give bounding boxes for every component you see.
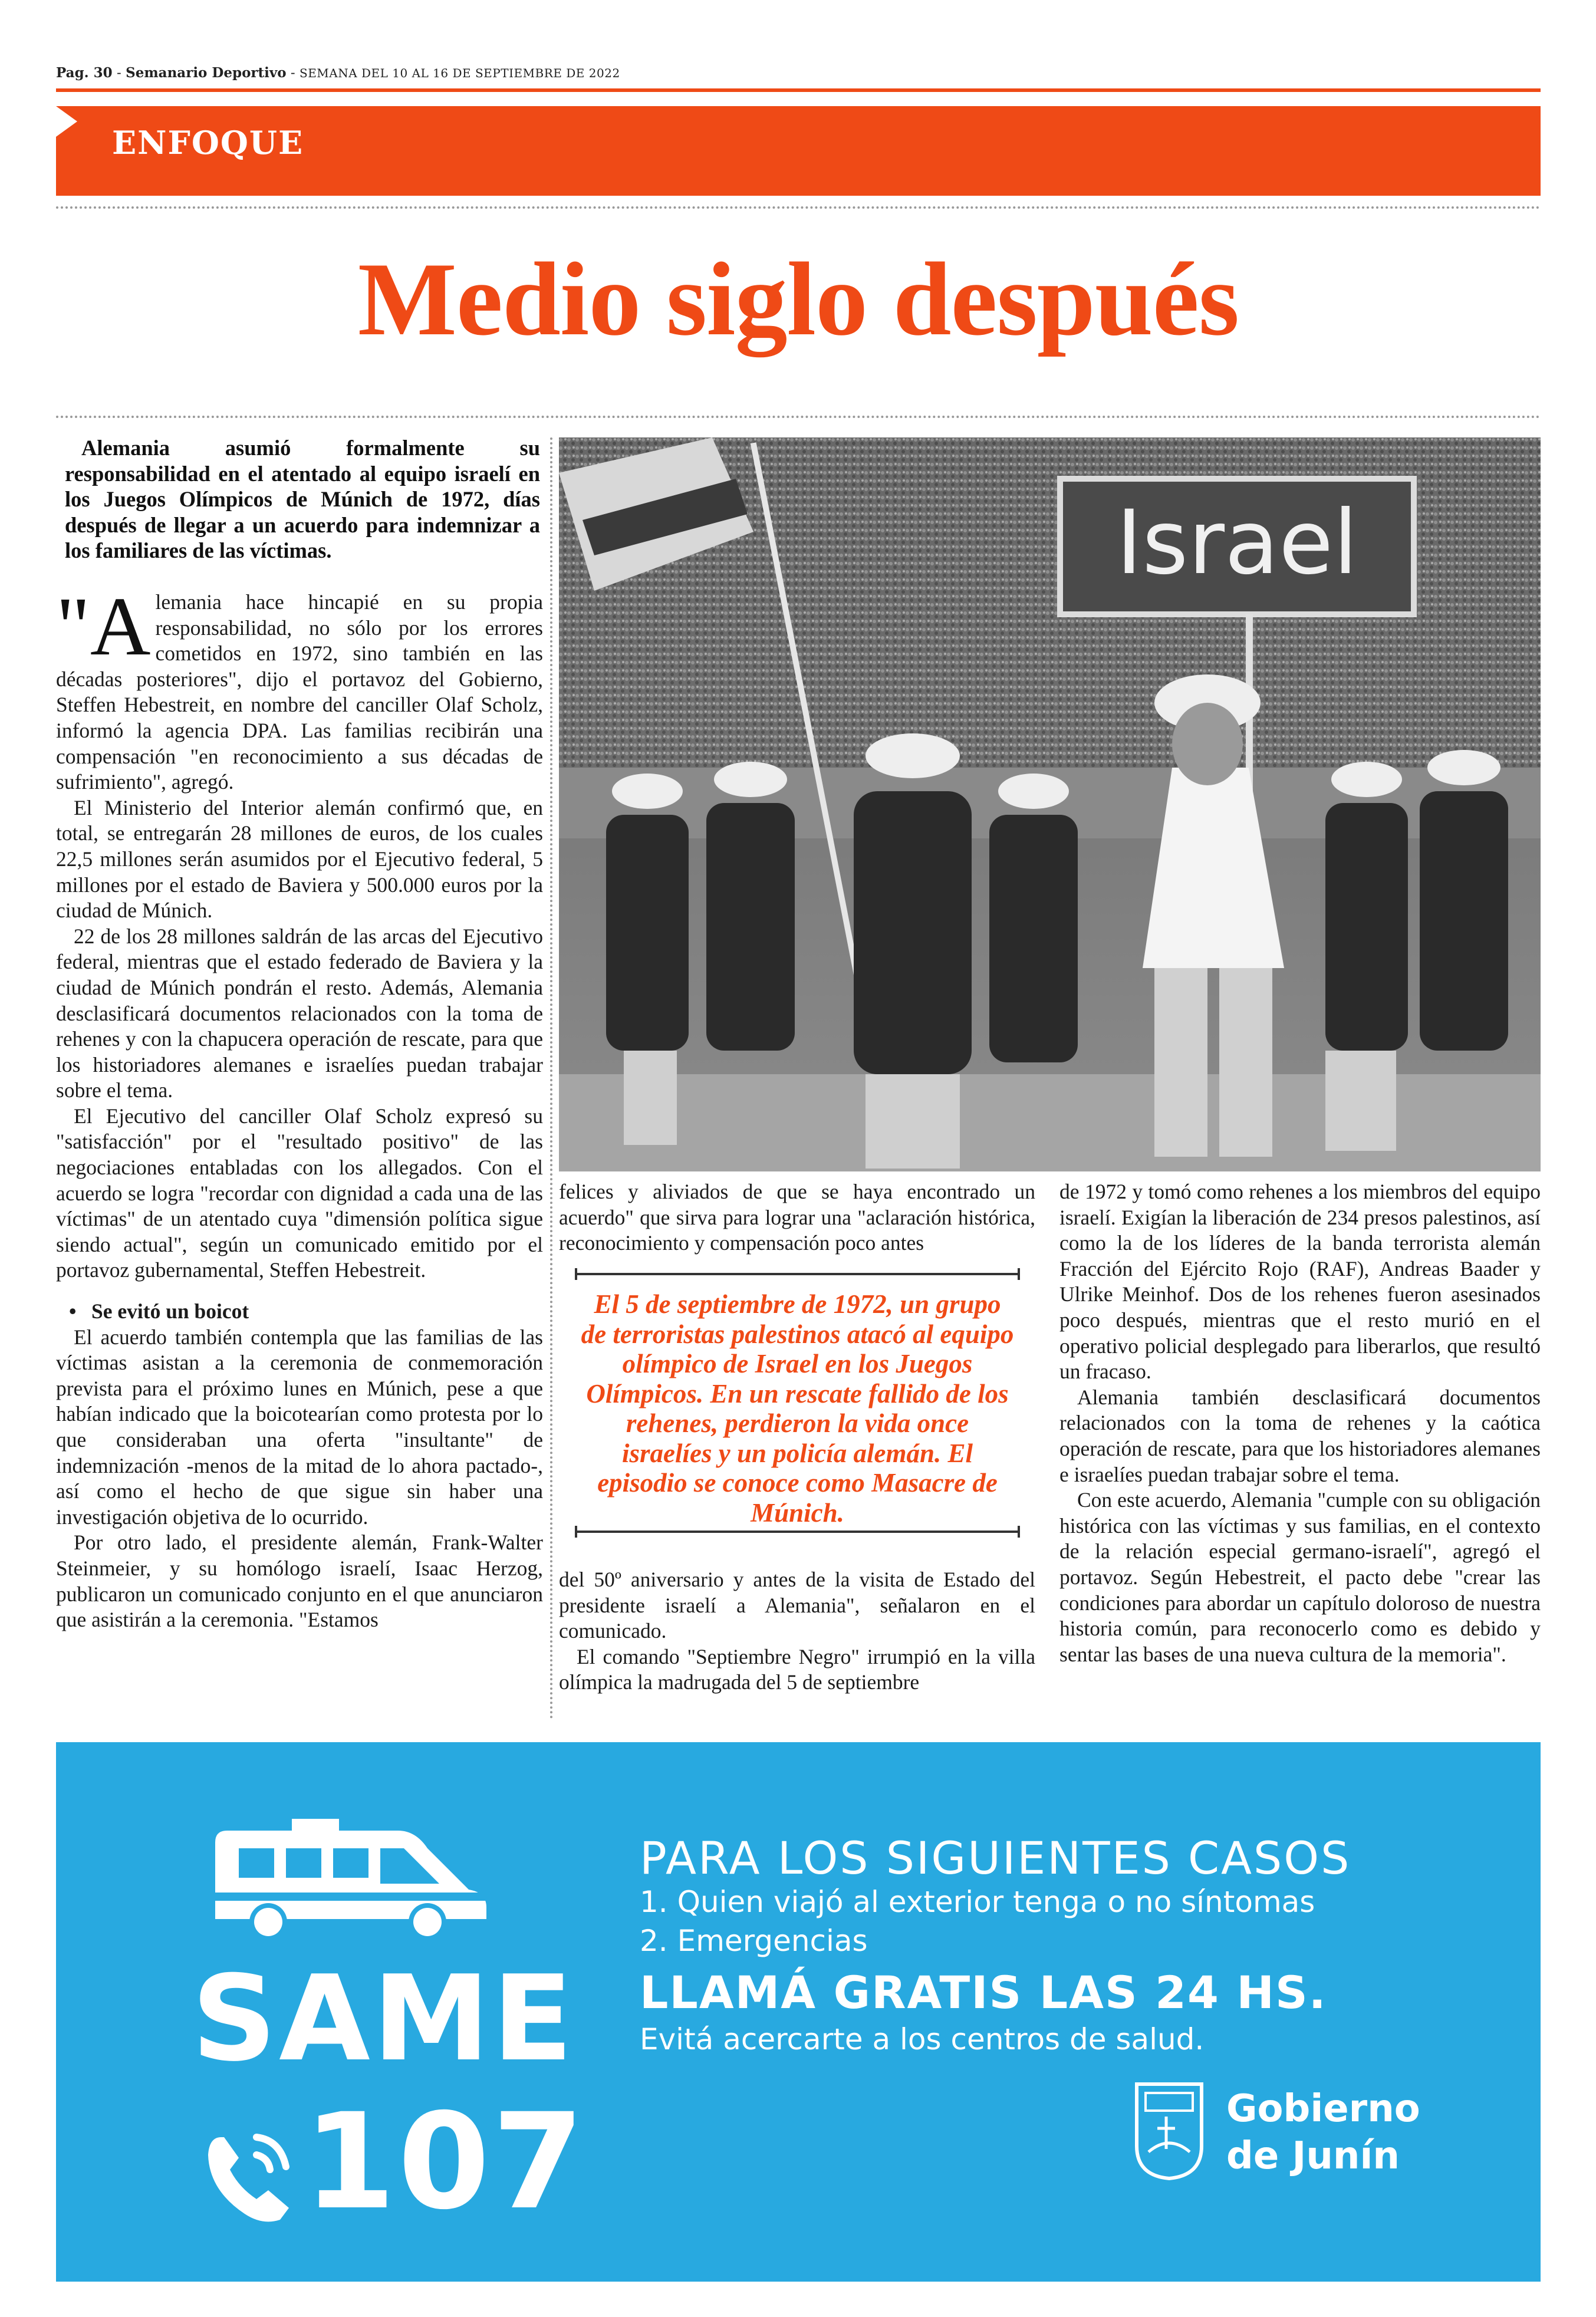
- bullet-icon: •: [69, 1299, 77, 1324]
- paragraph: Por otro lado, el presidente alemán, Frank-Walter Steinmeier, y su homólogo israelí, Isaac Herzog, publicaron un comunicado conjunto en el que anunciaron que asistirán a la ceremonia. "Estamos: [56, 1531, 543, 1632]
- paragraph: [56, 580, 543, 795]
- issue-week: SEMANA DEL 10 AL 16 DE SEPTIEMBRE DE 2022: [300, 66, 620, 80]
- drop-cap: "A: [56, 580, 151, 673]
- ad-call-to-action: LLAMÁ GRATIS LAS 24 HS.: [640, 1966, 1327, 2019]
- subheading: [56, 1299, 543, 1325]
- separator: -: [112, 65, 126, 81]
- headline: Medio siglo después: [357, 241, 1239, 357]
- article-photo: [559, 437, 1541, 1171]
- article-column-2: [559, 1179, 1035, 1256]
- ad-heading: PARA LOS SIGUIENTES CASOS: [640, 1832, 1351, 1884]
- pull-quote-text: El 5 de septiembre de 1972, un grupo de terroristas palestinos atacó al equipo olímpico de Israel en los Juegos Olímpicos. En un rescate fallido de los rehenes, perdieron la vida once israelíes y un policía alemán. El episodio se conoce como Masacre de Múnich.: [581, 1289, 1014, 1528]
- paragraph: El Ejecutivo del canciller Olaf Scholz expresó su "satisfacción" por el "resultado positivo" de las negociaciones entabladas con los allegados. Con el acuerdo se logra "recordar con dignidad a cada una de las víctimas" de un atentado cuya "dimensión política sigue siendo actual", según un comunicado emitido por el portavoz gubernamental, Steffen Hebestreit.: [56, 1104, 543, 1282]
- paragraph: El comando "Septiembre Negro" irrumpió en la villa olímpica la madrugada del 5 de septiembre: [559, 1644, 1035, 1694]
- paragraph: felices y aliviados de que se haya encontrado un acuerdo" que sirva para lograr una "aclaración histórica, reconocimiento y compensación poco antes: [559, 1180, 1035, 1255]
- same-number: 107: [304, 2085, 587, 2239]
- dotted-divider: [56, 206, 1541, 209]
- lede-text: Alemania asumió formalmente su responsabilidad en el atentado al equipo israelí en los Juegos Olímpicos de Múnich de 1972, días después de llegar a un acuerdo para indemnizar a los familiares de las víctimas.: [65, 436, 540, 562]
- header-rule: [56, 88, 1541, 92]
- article-column-1: [56, 580, 543, 1633]
- publication-name: Semanario Deportivo: [126, 65, 287, 81]
- article-column-2-continued: [559, 1567, 1035, 1696]
- sign-text: Israel: [1116, 492, 1358, 594]
- paragraph: 22 de los 28 millones saldrán de las arcas del Ejecutivo federal, mientras que el estado federado de Baviera y la ciudad de Múnich pondrán el resto. Además, Alemania desclasificará documentos relacionados con la toma de rehenes y con la chapucera operación de rescate, para que los historiadores alemanes e israelíes puedan trabajar sobre el tema.: [56, 924, 543, 1102]
- paragraph: El Ministerio del Interior alemán confirmó que, en total, se entregarán 28 millones de euros, de los cuales 22,5 millones serán asumidos por el Ejecutivo federal, 5 millones por el estado de Baviera y 500.000 euros por la ciudad de Múnich.: [56, 795, 543, 923]
- paragraph: El acuerdo también contempla que las familias de las víctimas asistan a la ceremonia de conmemoración prevista para el próximo lunes en Múnich, pese a que habían indicado que la boicotearían como protesta por lo que consideraban una oferta "insultante" de indemnización -menos de la mitad de lo ahora pactado-, así como el hecho de que sigue sin haber una investigación objetiva de lo ocurrido.: [56, 1325, 543, 1529]
- quote-rule-top: [575, 1273, 1020, 1275]
- junin-crest-icon: [1134, 2081, 1205, 2181]
- column-divider: [550, 437, 552, 1720]
- page-header: [56, 65, 620, 81]
- article-column-3: [1059, 1179, 1541, 1667]
- ad-case-1: 1. Quien viajó al exterior tenga o no síntomas: [640, 1885, 1315, 1919]
- paragraph: del 50º aniversario y antes de la visita de Estado del presidente israelí a Alemania", señalaron en el comunicado.: [559, 1568, 1035, 1643]
- ad-advice: Evitá acercarte a los centros de salud.: [640, 2022, 1205, 2056]
- pull-quote: [575, 1268, 1020, 1533]
- junin-label: de Junín: [1226, 2134, 1400, 2178]
- paragraph: de 1972 y tomó como rehenes a los miembros del equipo israelí. Exigían la liberación de 234 presos palestinos, así como la de los líderes de la banda terrorista alemán Fracción del Ejército Rojo (RAF), Andreas Baader y Ulrike Meinhof. Dos de los rehenes fueron asesinados poco después, mientras que el resto murió en el operativo policial desplegado para liberarlos, que resultó un fracaso.: [1059, 1180, 1541, 1384]
- paragraph: Con este acuerdo, Alemania "cumple con su obligación histórica con las víctimas y sus familias, en el contexto de la relación especial germano-israelí", agregó el portavoz. Según Hebestreit, el pacto debe "crear las condiciones para abordar un capítulo doloroso de nuestra historia común, para reconocerlo como es debido y sentar las bases de una nueva cultura de la memoria".: [1059, 1488, 1541, 1666]
- quote-rule-bottom: [575, 1531, 1020, 1533]
- separator: -: [286, 65, 300, 81]
- page-number: Pag. 30: [56, 65, 113, 81]
- lede: [65, 435, 540, 564]
- subheading-text: Se evitó un boicot: [91, 1299, 249, 1324]
- olympic-parade-photo: [559, 437, 1541, 1171]
- paragraph-text: lemania hace hincapié en su propia responsabilidad, no sólo por los errores cometidos en 1972, sino también en las décadas posteriores", dijo el portavoz del Gobierno, Steffen Hebestreit, en nombre del canciller Olaf Scholz, informó la agencia DPA. Las familias recibirán una compensación "en reconocimiento a sus décadas de sufrimiento", agregó.: [56, 590, 543, 794]
- paragraph: Alemania también desclasificará documentos relacionados con la toma de rehenes y la caótica operación de rescate, para que los historiadores alemanes e israelíes puedan trabajar sobre el tema.: [1059, 1385, 1541, 1486]
- section-notch: [56, 106, 77, 137]
- gobierno-label: Gobierno: [1226, 2087, 1420, 2131]
- same-107-advertisement: [56, 1742, 1541, 2282]
- ambulance-icon: [203, 1819, 498, 1937]
- phone-icon: [192, 2119, 304, 2232]
- section-label: ENFOQUE: [112, 124, 304, 162]
- ad-case-2: 2. Emergencias: [640, 1924, 868, 1958]
- dotted-divider: [56, 416, 1541, 418]
- same-brand: SAME: [192, 1950, 575, 2088]
